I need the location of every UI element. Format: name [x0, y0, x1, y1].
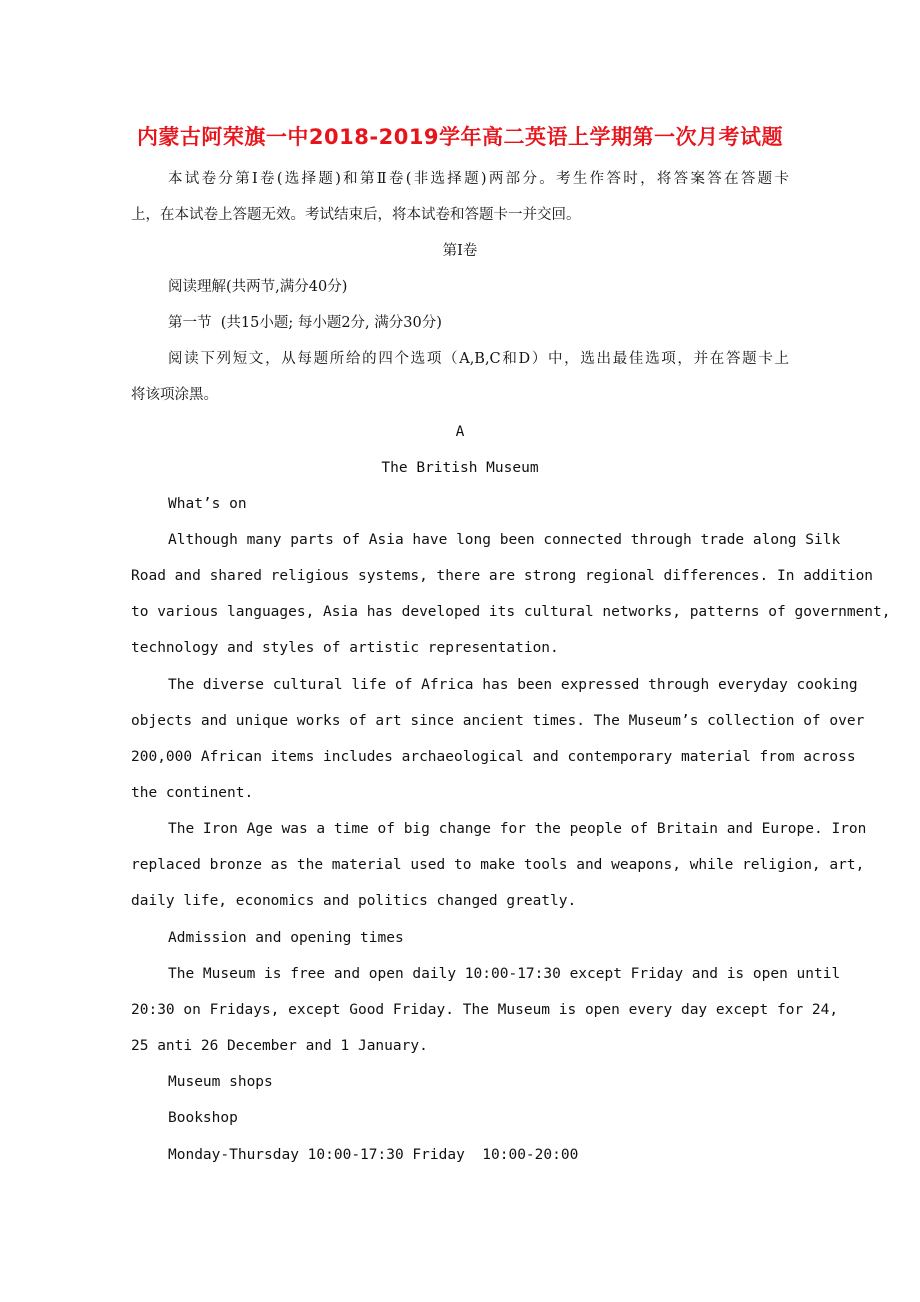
paragraph-line: Road and shared religious systems, there are strong regional differences. In addition	[131, 568, 874, 584]
paragraph-line: the continent.	[131, 785, 254, 801]
paragraph-line: The Iron Age was a time of big change for the people of Britain and Europe. Iron	[168, 821, 867, 837]
passage-letter: A	[455, 424, 465, 440]
paragraph-line: to various languages, Asia has developed its cultural networks, patterns of government,	[131, 604, 891, 620]
page-title: 内蒙古阿荣旗一中2018-2019学年高二英语上学期第一次月考试题	[136, 125, 784, 149]
instruction-line-2: 将该项涂黑。	[131, 387, 218, 403]
paragraph-line: daily life, economics and politics changed greatly.	[131, 893, 577, 909]
whats-on-heading: What’s on	[168, 496, 247, 512]
bookshop-heading: Bookshop	[168, 1110, 238, 1126]
paragraph-line: 20:30 on Fridays, except Good Friday. The Museum is open every day except for 24,	[131, 1002, 839, 1018]
admission-heading: Admission and opening times	[168, 930, 404, 946]
intro-line-1: 本试卷分第Ⅰ卷(选择题)和第Ⅱ卷(非选择题)两部分。考生作答时，将答案答在答题卡	[168, 171, 789, 187]
passage-title: The British Museum	[381, 460, 539, 476]
shops-heading: Museum shops	[168, 1074, 273, 1090]
paragraph-line: 25 anti 26 December and 1 January.	[131, 1038, 428, 1054]
paragraph-line: technology and styles of artistic representation.	[131, 640, 559, 656]
paragraph-line: The diverse cultural life of Africa has been expressed through everyday cooking	[168, 677, 858, 693]
paragraph-line: replaced bronze as the material used to make tools and weapons, while religion, art,	[131, 857, 865, 873]
section-heading: 第一节 (共15小题; 每小题2分, 满分30分)	[168, 315, 442, 331]
paragraph-line: objects and unique works of art since ancient times. The Museum’s collection of over	[131, 713, 865, 729]
paragraph-line: Although many parts of Asia have long been connected through trade along Silk	[168, 532, 841, 548]
intro-line-2: 上，在本试卷上答题无效。考试结束后，将本试卷和答题卡一并交回。	[131, 207, 581, 223]
volume-heading: 第Ⅰ卷	[442, 243, 478, 259]
paragraph-line: 200,000 African items includes archaeological and contemporary material from across	[131, 749, 856, 765]
reading-heading: 阅读理解(共两节,满分40分)	[168, 279, 348, 295]
bookshop-hours: Monday-Thursday 10:00-17:30 Friday 10:00-20:00	[168, 1147, 579, 1163]
instruction-line-1: 阅读下列短文，从每题所给的四个选项（A,B,C和D）中，选出最佳选项，并在答题卡上	[168, 351, 789, 367]
paragraph-line: The Museum is free and open daily 10:00-17:30 except Friday and is open until	[168, 966, 841, 982]
